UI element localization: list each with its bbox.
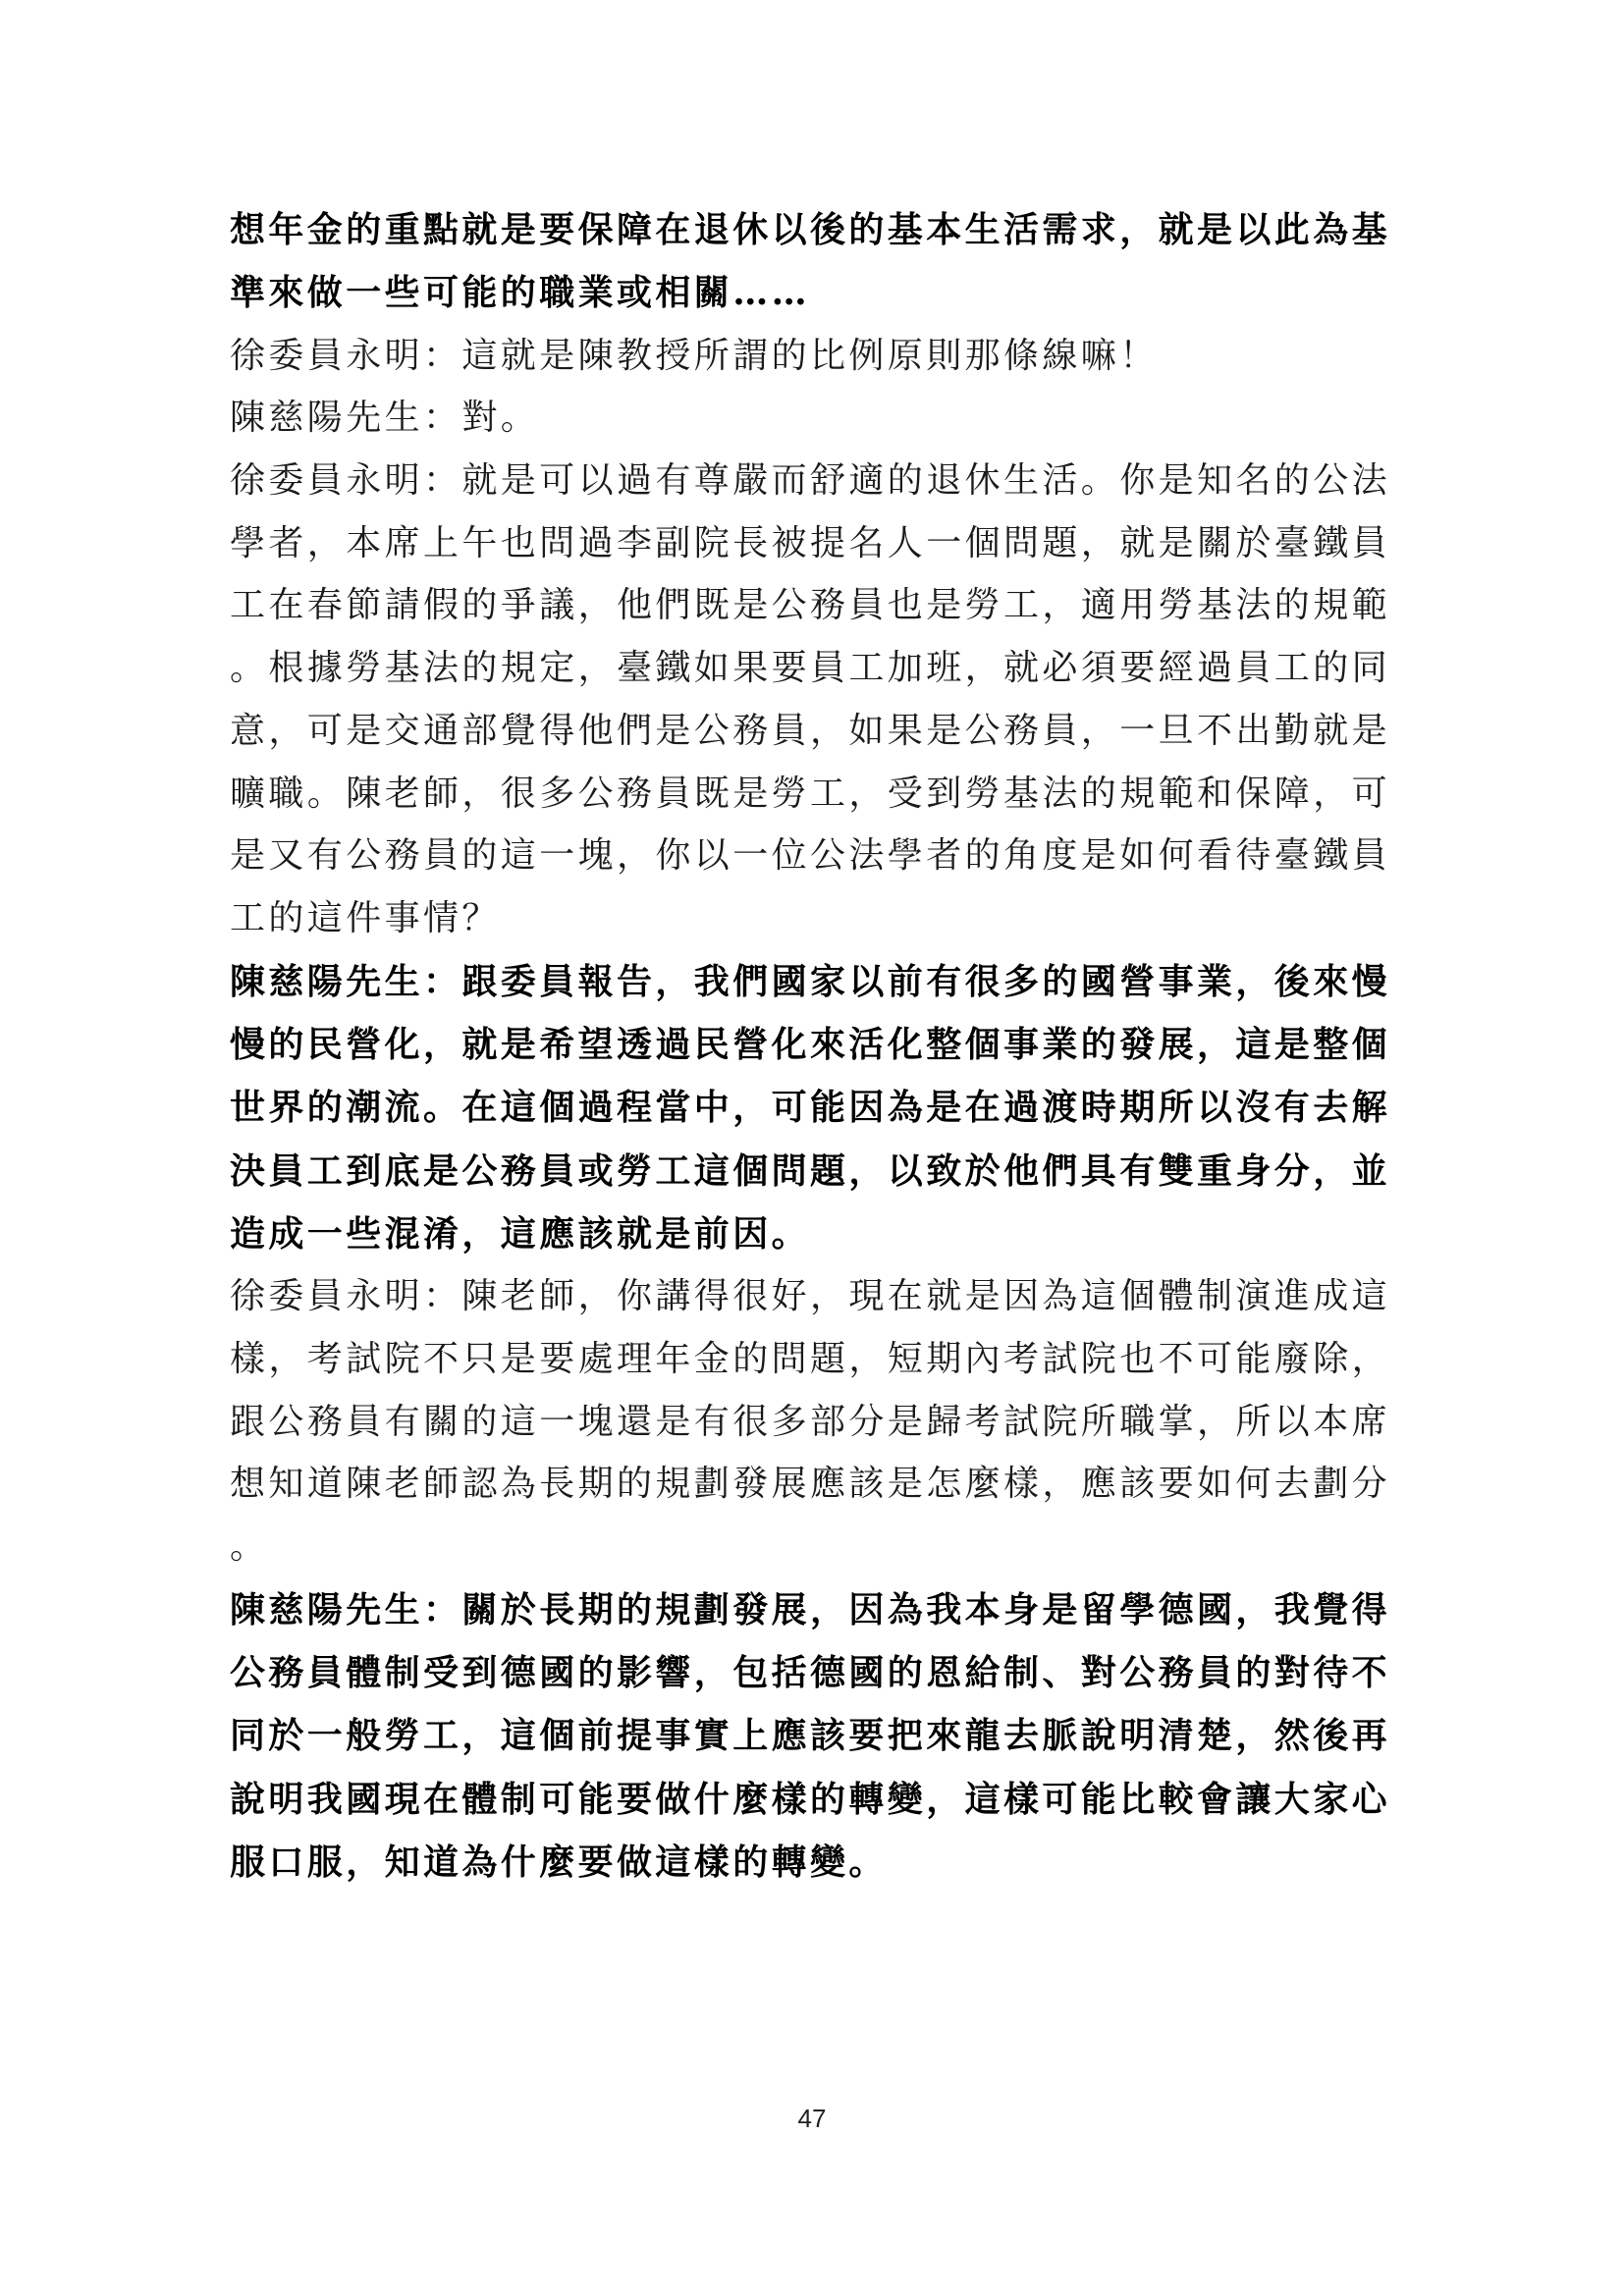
response-paragraph: 陳慈陽先生：跟委員報告，我們國家以前有很多的國營事業，後來慢 慢的民營化，就是希望透過民營化來活化整個事業的發展，這是整個 世界的潮流。在這個過程當中，可能因為是在過渡時期所以沒有去解 決員工到底是公務員或勞工這個問題，以致於他們具有雙重身分，並 造成一些混淆，這應該就是前因。: [230, 960, 1391, 1255]
question-paragraph: 陳慈陽先生：對。: [230, 398, 540, 439]
page-number: 47: [797, 2104, 827, 2133]
transcript-body: [230, 198, 1398, 1894]
response-paragraph: 想年金的重點就是要保障在退休以後的基本生活需求，就是以此為基 準來做一些可能的職業或相關……: [230, 209, 1391, 314]
question-paragraph: 徐委員永明：這就是陳教授所謂的比例原則那條線嘛！: [230, 335, 1159, 376]
question-paragraph: 徐委員永明：陳老師，你講得很好，現在就是因為這個體制演進成這 樣，考試院不只是要處理年金的問題，短期內考試院也不可能廢除， 跟公務員有關的這一塊還是有很多部分是歸考試院所職掌，所以本席 想知道陳老師認為長期的規劃發展應該是怎麼樣，應該要如何去劃分 。: [230, 1276, 1391, 1567]
response-paragraph: 陳慈陽先生：關於長期的規劃發展，因為我本身是留學德國，我覺得 公務員體制受到德國的影響，包括德國的恩給制、對公務員的對待不 同於一般勞工，這個前提事實上應該要把來龍去脈說明清楚，然後再 說明我國現在體制可能要做什麼樣的轉變，這樣可能比較會讓大家心 服口服，知道為什麼要做這樣的轉變。: [230, 1588, 1391, 1883]
question-paragraph: 徐委員永明：就是可以過有尊嚴而舒適的退休生活。你是知名的公法 學者，本席上午也問過李副院長被提名人一個問題，就是關於臺鐵員 工在春節請假的爭議，他們既是公務員也是勞工，適用勞基法的規範 。根據勞基法的規定，臺鐵如果要員工加班，就必須要經過員工的同 意，可是交通部覺得他們是公務員，如果是公務員，一旦不出勤就是 曠職。陳老師，很多公務員既是勞工，受到勞基法的規範和保障，可 是又有公務員的這一塊，你以一位公法學者的角度是如何看待臺鐵員 工的這件事情？: [230, 460, 1391, 938]
